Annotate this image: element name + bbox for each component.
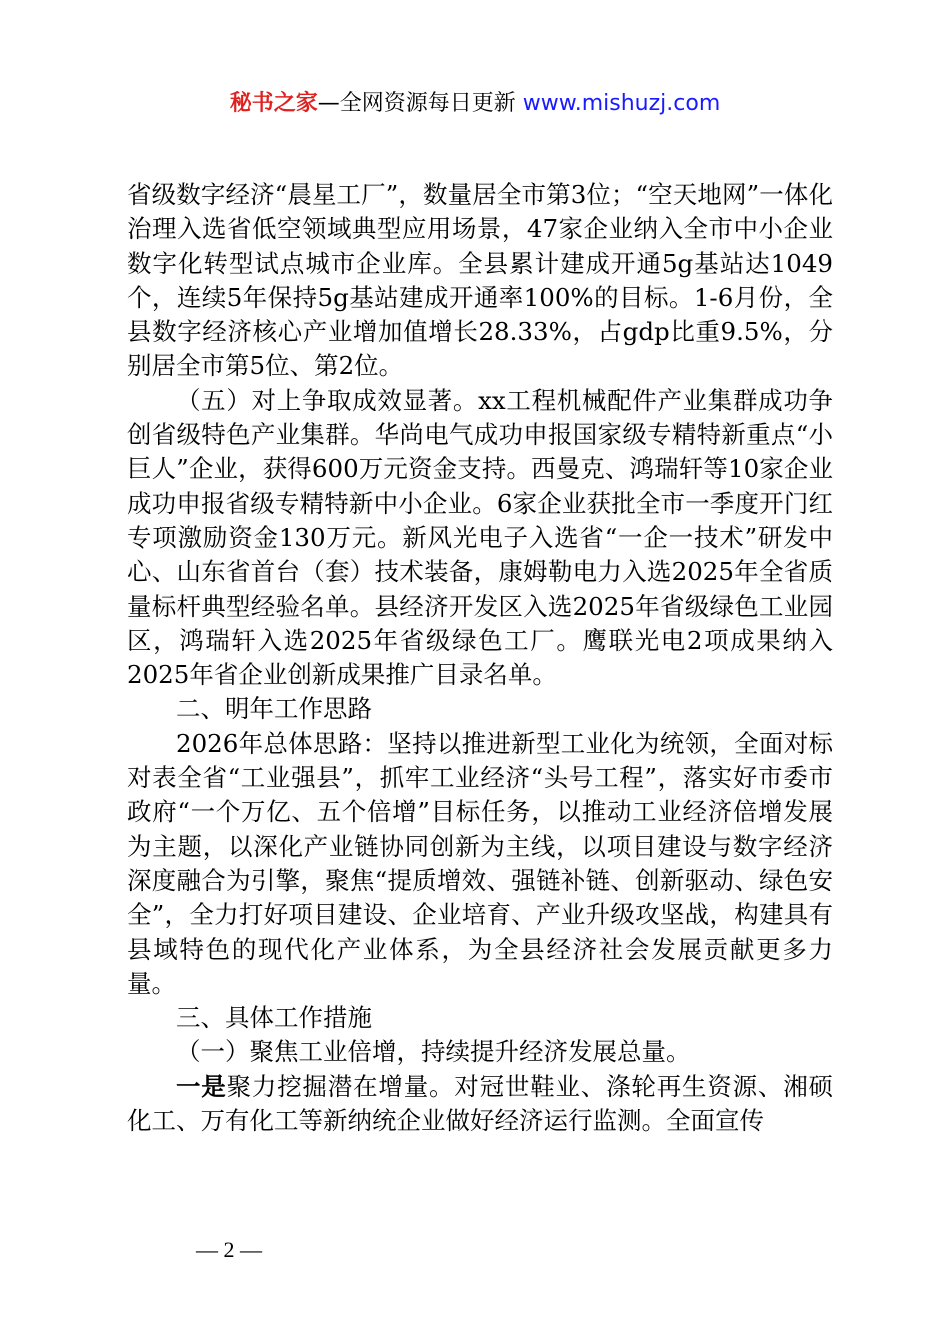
paragraph-lead-label: 一是	[176, 1071, 227, 1101]
document-body	[127, 178, 833, 1138]
header-brand: 秘书之家	[229, 91, 318, 116]
paragraph-overall-approach: 2026年总体思路：坚持以推进新型工业化为统领，全面对标对表全省“工业强县”，抓牢工业经济“头号工程”，落实好市委市政府“一个万亿、五个倍增”目标任务，以推动工业经济倍增发展为主题，以深化产业链协同创新为主线，以项目建设与数字经济深度融合为引擎，聚焦“提质增效、强链补链、创新驱动、绿色安全”，全力打好项目建设、企业培育、产业升级攻坚战，构建具有县域特色的现代化产业体系，为全县经济社会发展贡献更多力量。	[127, 728, 833, 998]
paragraph-potential-growth	[127, 1070, 833, 1139]
section-heading-measures: 三、具体工作措施	[176, 1003, 372, 1033]
section-heading-next-year: 二、明年工作思路	[176, 694, 372, 724]
page-number: — 2 —	[196, 1237, 262, 1262]
paragraph-potential-growth-text: 聚力挖掘潜在增量。对冠世鞋业、涤轮再生资源、湘硕化工、万有化工等新纳统企业做好经济运行监测。全面宣传	[127, 1071, 834, 1136]
document-header	[0, 88, 950, 120]
subheading-industrial-doubling: （一）聚焦工业倍增，持续提升经济发展总量。	[176, 1037, 691, 1067]
header-url-link[interactable]: www.mishuzj.com	[522, 91, 721, 116]
paragraph-funding-results: （五）对上争取成效显著。xx工程机械配件产业集群成功争创省级特色产业集群。华尚电气成功申报国家级专精特新重点“小巨人”企业，获得600万元资金支持。西曼克、鸿瑞轩等10家企业成功申报省级专精特新中小企业。6家企业获批全市一季度开门红专项激励资金130万元。新风光电子入选省“一企一技术”研发中心、山东省首台（套）技术装备，康姆勒电力入选2025年全省质量标杆典型经验名单。县经济开发区入选2025年省级绿色工业园区，鸿瑞轩入选2025年省级绿色工厂。鹰联光电2项成果纳入2025年省企业创新成果推广目录名单。	[127, 385, 833, 690]
header-tagline: —全网资源每日更新	[317, 91, 516, 116]
paragraph-digital-economy: 省级数字经济“晨星工厂”，数量居全市第3位；“空天地网”一体化治理入选省低空领域典型应用场景，47家企业纳入全市中小企业数字化转型试点城市企业库。全县累计建成开通5g基站达1049个，连续5年保持5g基站建成开通率100%的目标。1-6月份，全县数字经济核心产业增加值增长28.33%，占gdp比重9.5%，分别居全市第5位、第2位。	[127, 180, 833, 381]
